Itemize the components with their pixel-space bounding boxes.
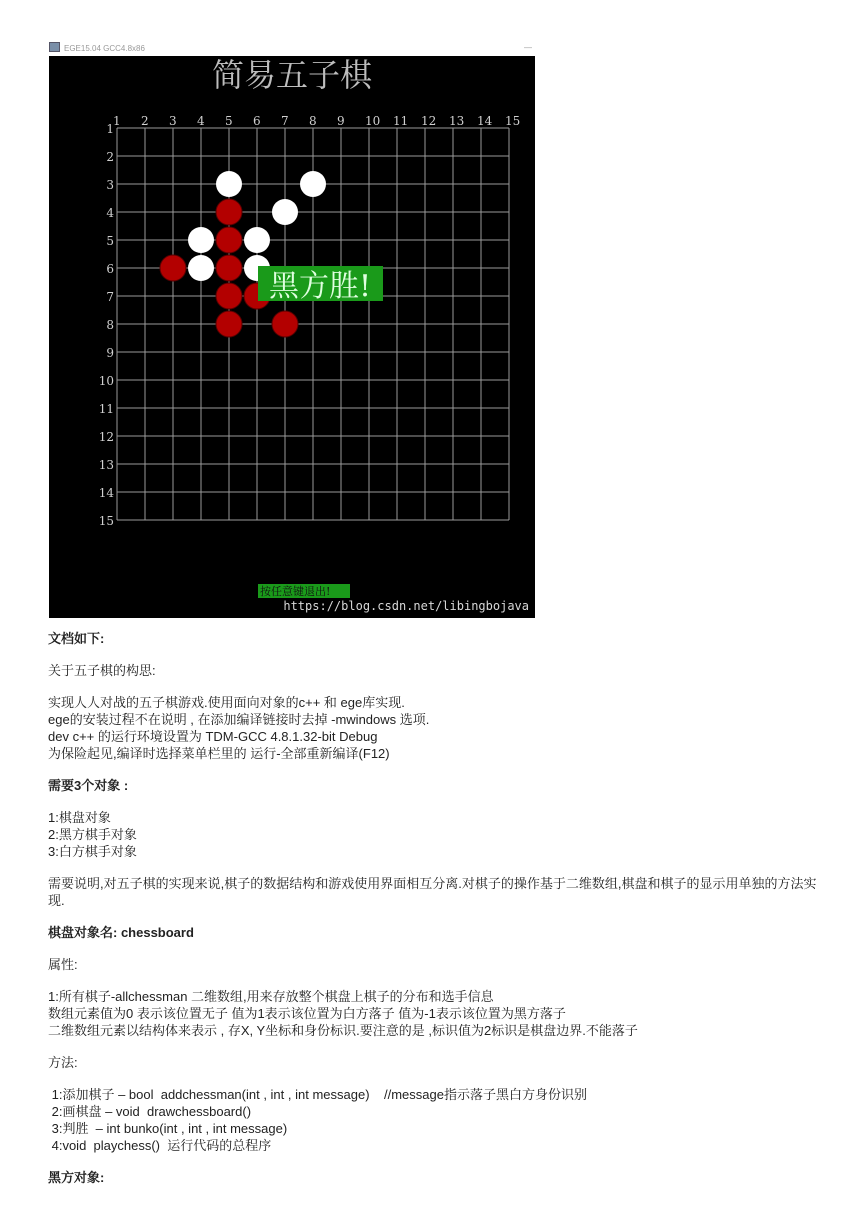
col-label: 4 bbox=[197, 114, 205, 128]
white-stone bbox=[300, 171, 326, 197]
heading-doc: 文档如下: bbox=[48, 631, 105, 646]
attr-line: 1:所有棋子-allchessman 二维数组,用来存放整个棋盘上棋子的分布和选手信息 bbox=[48, 989, 494, 1004]
row-label: 13 bbox=[98, 458, 114, 472]
col-label: 1 bbox=[113, 114, 121, 128]
method-line: 1:添加棋子 – bool addchessman(int , int , int message) //message指示落子黑白方身份识别 bbox=[48, 1087, 587, 1102]
app-icon bbox=[49, 42, 60, 52]
intro-line: ege的安装过程不在说明 , 在添加编译链接时去掉 -mwindows 选项. bbox=[48, 712, 430, 727]
row-label: 15 bbox=[98, 514, 114, 528]
white-stone bbox=[188, 255, 214, 281]
window-titlebar bbox=[49, 42, 535, 54]
window-title: EGE15.04 GCC4.8x86 bbox=[64, 44, 145, 53]
document-body bbox=[48, 630, 826, 1186]
black-stone bbox=[216, 227, 242, 253]
col-label: 14 bbox=[477, 114, 493, 128]
exit-prompt: 按任意键退出! bbox=[260, 585, 331, 598]
watermark: https://blog.csdn.net/libingbojava bbox=[283, 599, 529, 613]
intro-line: 实现人人对战的五子棋游戏.使用面向对象的c++ 和 ege库实现. bbox=[48, 695, 405, 710]
col-label: 3 bbox=[169, 114, 177, 128]
method-line: 4:void playchess() 运行代码的总程序 bbox=[48, 1138, 272, 1153]
attr-line: 二维数组元素以结构体来表示 , 存X, Y坐标和身份标识.要注意的是 ,标识值为2标识是棋盘边界.不能落子 bbox=[48, 1023, 638, 1038]
intro-line: dev c++ 的运行环境设置为 TDM-GCC 4.8.1.32-bit Debug bbox=[48, 729, 378, 744]
explanation: 需要说明,对五子棋的实现来说,棋子的数据结构和游戏使用界面相互分离.对棋子的操作基于二维数组,棋盘和棋子的显示用单独的方法实现. bbox=[48, 876, 817, 908]
black-stone bbox=[272, 311, 298, 337]
col-label: 12 bbox=[421, 114, 437, 128]
object-item: 2:黑方棋手对象 bbox=[48, 827, 137, 842]
white-stone bbox=[216, 171, 242, 197]
col-label: 5 bbox=[225, 114, 233, 128]
object-item: 3:白方棋手对象 bbox=[48, 844, 137, 859]
gomoku-board-canvas bbox=[49, 56, 535, 618]
row-label: 3 bbox=[106, 178, 114, 192]
row-label: 4 bbox=[106, 206, 114, 220]
col-label: 11 bbox=[393, 114, 409, 128]
row-label: 2 bbox=[106, 150, 114, 164]
white-stone bbox=[244, 227, 270, 253]
black-stone bbox=[216, 283, 242, 309]
black-stone bbox=[160, 255, 186, 281]
col-label: 6 bbox=[253, 114, 261, 128]
row-label: 12 bbox=[98, 430, 114, 444]
game-title: 简易五子棋 bbox=[211, 56, 373, 94]
win-message: 黑方胜! bbox=[268, 269, 372, 304]
col-label: 9 bbox=[337, 114, 345, 128]
black-stone bbox=[216, 311, 242, 337]
col-label: 10 bbox=[365, 114, 381, 128]
attr-title: 属性: bbox=[48, 957, 78, 972]
col-label: 8 bbox=[309, 114, 317, 128]
row-label: 1 bbox=[106, 122, 114, 136]
col-label: 15 bbox=[505, 114, 521, 128]
method-line: 2:画棋盘 – void drawchessboard() bbox=[48, 1104, 252, 1119]
row-label: 9 bbox=[106, 346, 114, 360]
col-label: 13 bbox=[449, 114, 465, 128]
col-label: 2 bbox=[141, 114, 149, 128]
intro-title: 关于五子棋的构思: bbox=[48, 663, 156, 678]
row-label: 8 bbox=[106, 318, 114, 332]
method-title: 方法: bbox=[48, 1055, 78, 1070]
heading-chessboard: 棋盘对象名: chessboard bbox=[48, 925, 194, 940]
white-stone bbox=[188, 227, 214, 253]
black-stone bbox=[216, 255, 242, 281]
method-line: 3:判胜 – int bunko(int , int , int message) bbox=[48, 1121, 288, 1136]
game-window bbox=[49, 56, 535, 618]
row-label: 14 bbox=[98, 486, 114, 500]
heading-objects: 需要3个对象 : bbox=[48, 778, 129, 793]
heading-black: 黑方对象: bbox=[48, 1170, 105, 1185]
white-stone bbox=[272, 199, 298, 225]
col-label: 7 bbox=[281, 114, 289, 128]
object-item: 1:棋盘对象 bbox=[48, 810, 111, 825]
row-label: 11 bbox=[98, 402, 114, 416]
intro-line: 为保险起见,编译时选择菜单栏里的 运行-全部重新编译(F12) bbox=[48, 746, 390, 761]
row-label: 7 bbox=[106, 290, 114, 304]
black-stone bbox=[216, 199, 242, 225]
row-label: 10 bbox=[98, 374, 114, 388]
row-label: 5 bbox=[106, 234, 114, 248]
attr-line: 数组元素值为0 表示该位置无子 值为1表示该位置为白方落子 值为-1表示该位置为黑方落子 bbox=[48, 1006, 566, 1021]
minimize-button[interactable]: — bbox=[524, 43, 532, 52]
row-label: 6 bbox=[106, 262, 114, 276]
